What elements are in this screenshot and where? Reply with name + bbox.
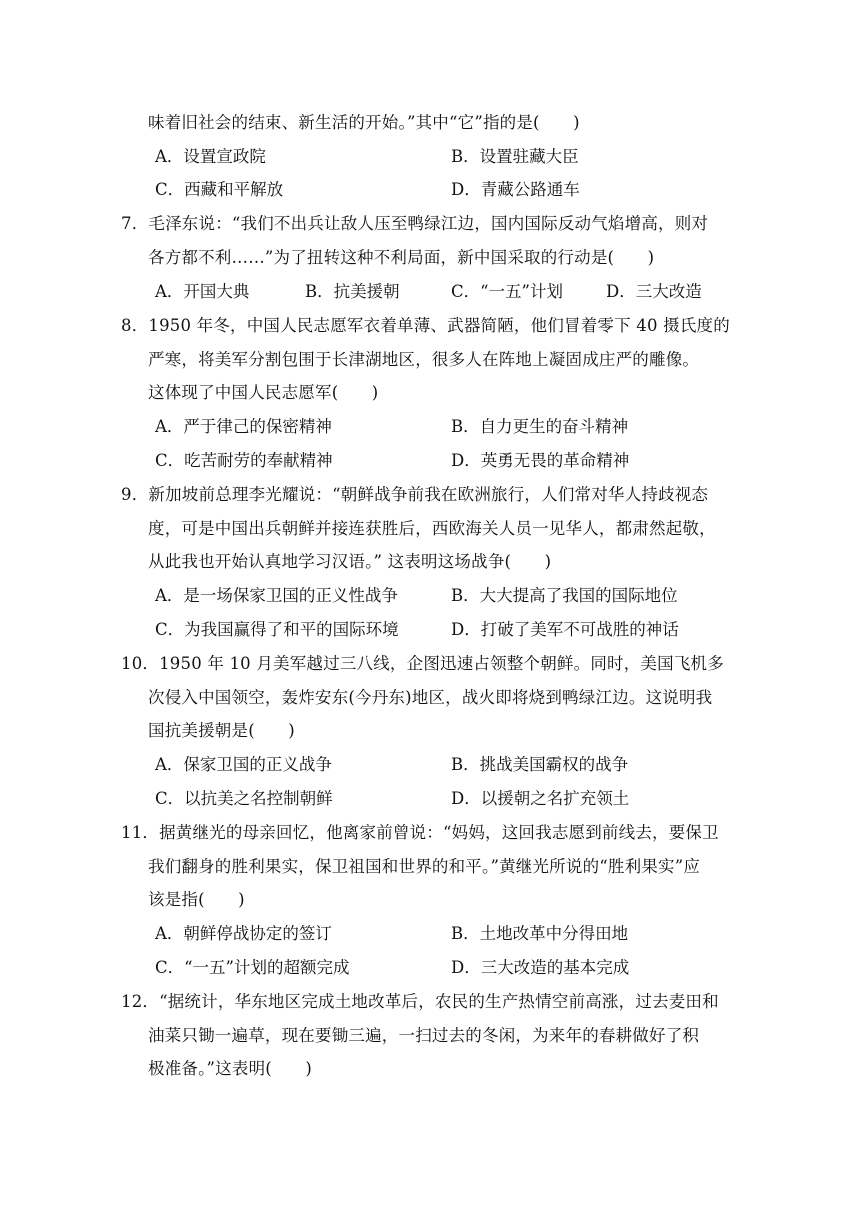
q7-stem-line-1: 7．毛泽东说：“我们不出兵让敌人压至鸭绿江边，国内国际反动气焰增高，则对 xyxy=(121,214,709,233)
q7-option-b: B．抗美援朝 xyxy=(305,282,400,301)
q11-stem-line-3: 该是指( ) xyxy=(148,890,245,909)
q9-option-c: C．为我国赢得了和平的国际环境 xyxy=(155,620,399,639)
q8-option-d: D．英勇无畏的革命精神 xyxy=(451,451,630,470)
q6-option-d: D．青藏公路通车 xyxy=(451,180,580,199)
q12-stem-line-1: 12．“据统计，华东地区完成土地改革后，农民的生产热情空前高涨，过去麦田和 xyxy=(121,992,719,1011)
q7-stem-line-2: 各方都不利……”为了扭转这种不利局面，新中国采取的行动是( ) xyxy=(148,248,655,267)
q7-option-c: C．“一五”计划 xyxy=(451,282,563,301)
q12-stem-line-2: 油菜只锄一遍草，现在要锄三遍，一扫过去的冬闲，为来年的春耕做好了积 xyxy=(148,1026,700,1045)
q8-option-c: C．吃苦耐劳的奉献精神 xyxy=(155,451,333,470)
q12-stem-line-3: 极准备。”这表明( ) xyxy=(148,1059,312,1078)
q9-stem-line-2: 度，可是中国出兵朝鲜并接连获胜后，西欧海关人员一见华人，都肃然起敬， xyxy=(148,519,716,538)
q10-option-d: D．以援朝之名扩充领土 xyxy=(451,789,630,808)
q8-option-a: A．严于律己的保密精神 xyxy=(155,417,332,436)
q9-stem-line-1: 9．新加坡前总理李光耀说：“朝鲜战争前我在欧洲旅行，人们常对华人持歧视态 xyxy=(121,485,709,504)
q9-option-b: B．大大提高了我国的国际地位 xyxy=(451,586,678,605)
q11-option-a: A．朝鲜停战协定的签订 xyxy=(155,924,332,943)
q6-option-b: B．设置驻藏大臣 xyxy=(451,147,579,166)
q7-option-d: D．三大改造 xyxy=(606,282,702,301)
q11-stem-line-2: 我们翻身的胜利果实，保卫祖国和世界的和平。”黄继光所说的“胜利果实”应 xyxy=(148,857,701,876)
q8-stem-line-3: 这体现了中国人民志愿军( ) xyxy=(148,383,379,402)
q11-option-c: C．“一五”计划的超额完成 xyxy=(155,958,350,977)
q11-stem-line-1: 11．据黄继光的母亲回忆，他离家前曾说：“妈妈，这回我志愿到前线去，要保卫 xyxy=(121,823,719,842)
q10-stem-line-2: 次侵入中国领空，轰炸安东(今丹东)地区，战火即将烧到鸭绿江边。这说明我 xyxy=(148,688,713,707)
q11-option-d: D．三大改造的基本完成 xyxy=(451,958,630,977)
q8-stem-line-1: 8．1950 年冬，中国人民志愿军衣着单薄、武器简陋，他们冒着零下 40 摄氏度的 xyxy=(121,316,730,335)
q10-option-c: C．以抗美之名控制朝鲜 xyxy=(155,789,333,808)
q9-option-a: A．是一场保家卫国的正义性战争 xyxy=(155,586,398,605)
q11-option-b: B．土地改革中分得田地 xyxy=(451,924,629,943)
q10-stem-line-1: 10．1950 年 10 月美军越过三八线，企图迅速占领整个朝鲜。同时，美国飞机多 xyxy=(121,654,724,673)
q10-option-a: A．保家卫国的正义战争 xyxy=(155,755,332,774)
q10-stem-line-3: 国抗美援朝是( ) xyxy=(148,721,295,740)
q9-option-d: D．打破了美军不可战胜的神话 xyxy=(451,620,679,639)
q6-option-c: C．西藏和平解放 xyxy=(155,180,284,199)
q7-option-a: A．开国大典 xyxy=(155,282,250,301)
q6-option-a: A．设置宣政院 xyxy=(155,147,266,166)
q9-stem-line-3: 从此我也开始认真地学习汉语。” 这表明这场战争( ) xyxy=(148,552,552,571)
q6-stem-tail: 味着旧社会的结束、新生活的开始。”其中“它”指的是( ) xyxy=(148,113,580,132)
q8-stem-line-2: 严寒，将美军分割包围于长津湖地区，很多人在阵地上凝固成庄严的雕像。 xyxy=(148,350,700,369)
q10-option-b: B．挑战美国霸权的战争 xyxy=(451,755,629,774)
q8-option-b: B．自力更生的奋斗精神 xyxy=(451,417,629,436)
